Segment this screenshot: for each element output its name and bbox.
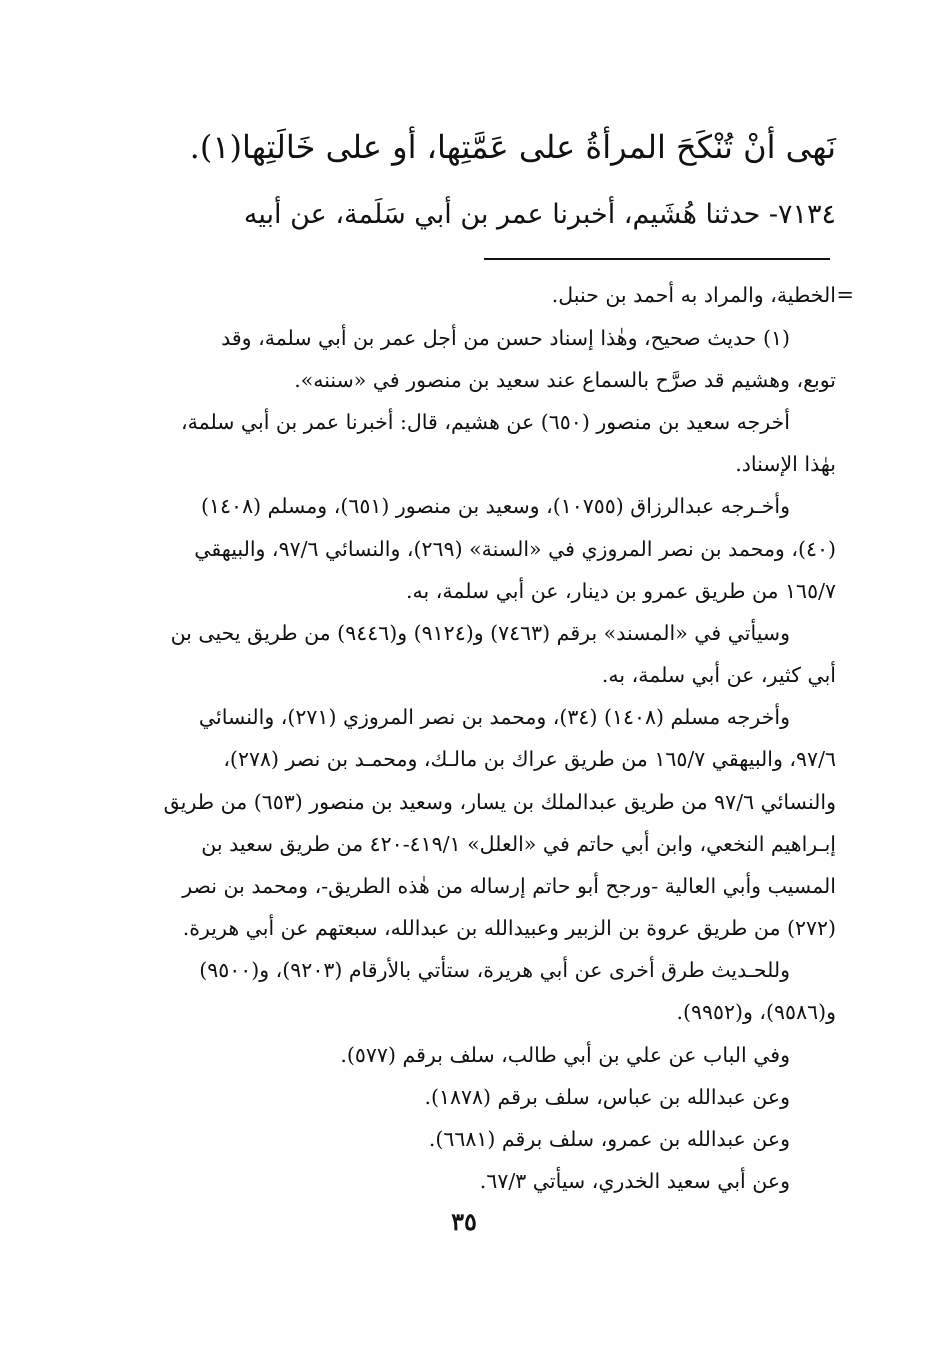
footnote-line: ١٦٥/٧ من طريق عمرو بن دينار، عن أبي سلمة، به.	[406, 579, 836, 603]
footnote-line: ٩٧/٦، والبيهقي ١٦٥/٧ من طريق عراك بن مالـك، ومحمـد بن نصر (٢٧٨)،	[223, 747, 836, 771]
footnote-line: توبع، وهشيم قد صرَّح بالسماع عند سعيد بن منصور في «سننه».	[294, 368, 836, 392]
footnote-line: وسيأتي في «المسند» برقم (٧٤٦٣) و(٩١٢٤) و(٩٤٤٦) من طريق يحيى بن	[170, 621, 790, 645]
continuation-mark: =	[836, 283, 854, 307]
footnote-line: وعن عبدالله بن عمرو، سلف برقم (٦٦٨١).	[428, 1127, 790, 1151]
main-text	[136, 0, 836, 240]
footnote-line: أبي كثير، عن أبي سلمة، به.	[601, 663, 836, 687]
footnote-line: وأخـرجه عبدالرزاق (١٠٧٥٥)، وسعيد بن منصور (٦٥١)، ومسلم (١٤٠٨)	[201, 494, 790, 518]
main-text-line-1: نَهى أنْ تُنْكَحَ المرأةُ على عَمَّتِها، أو على خَالَتِها(١).	[189, 128, 836, 166]
footnote-line: إبـراهيم النخعي، وابن أبي حاتم في «العلل» ٤١٩/١-٤٢٠ من طريق سعيد بن	[201, 832, 836, 856]
footnote-line: وعن أبي سعيد الخدري، سيأتي ٦٧/٣.	[479, 1169, 790, 1193]
footnote-line: والنسائي ٩٧/٦ من طريق عبدالملك بن يسار، وسعيد بن منصور (٦٥٣) من طريق	[163, 790, 836, 814]
footnote-line: (٢٧٢) من طريق عروة بن الزبير وعبيدالله بن عبدالله، سبعتهم عن أبي هريرة.	[182, 916, 836, 940]
page-number: ٣٥	[451, 1207, 477, 1236]
footnote-line: أخرجه سعيد بن منصور (٦٥٠) عن هشيم، قال: أخبرنا عمر بن أبي سلمة،	[180, 410, 790, 434]
footnote-line: الخطية، والمراد به أحمد بن حنبل.	[551, 283, 836, 307]
main-text-line-2: ٧١٣٤- حدثنا هُشَيم، أخبرنا عمر بن أبي سَلَمة، عن أبيه	[243, 199, 836, 230]
footnote-separator	[484, 258, 830, 260]
footnote-line: (٤٠)، ومحمد بن نصر المروزي في «السنة» (٢٦٩)، والنسائي ٩٧/٦، والبيهقي	[194, 537, 836, 561]
footnote-line: وفي الباب عن علي بن أبي طالب، سلف برقم (٥٧٧).	[340, 1043, 790, 1067]
footnote-line: بهٰذا الإسناد.	[735, 452, 836, 476]
footnote-line: وعن عبدالله بن عباس، سلف برقم (١٨٧٨).	[424, 1085, 790, 1109]
footnote-line: المسيب وأبي العالية -ورجح أبو حاتم إرساله من هٰذه الطريق-، ومحمد بن نصر	[182, 874, 836, 898]
footnote-line: وللحـديث طرق أخرى عن أبي هريرة، ستأتي بالأرقام (٩٢٠٣)، و(٩٥٠٠)	[199, 958, 790, 982]
footnote-line: وأخرجه مسلم (١٤٠٨) (٣٤)، ومحمد بن نصر المروزي (٢٧١)، والنسائي	[198, 705, 790, 729]
footnote-line: (١) حديث صحيح، وهٰذا إسناد حسن من أجل عمر بن أبي سلمة، وقد	[221, 326, 790, 350]
footnote-line: و(٩٥٨٦)، و(٩٩٥٢).	[676, 1000, 836, 1024]
